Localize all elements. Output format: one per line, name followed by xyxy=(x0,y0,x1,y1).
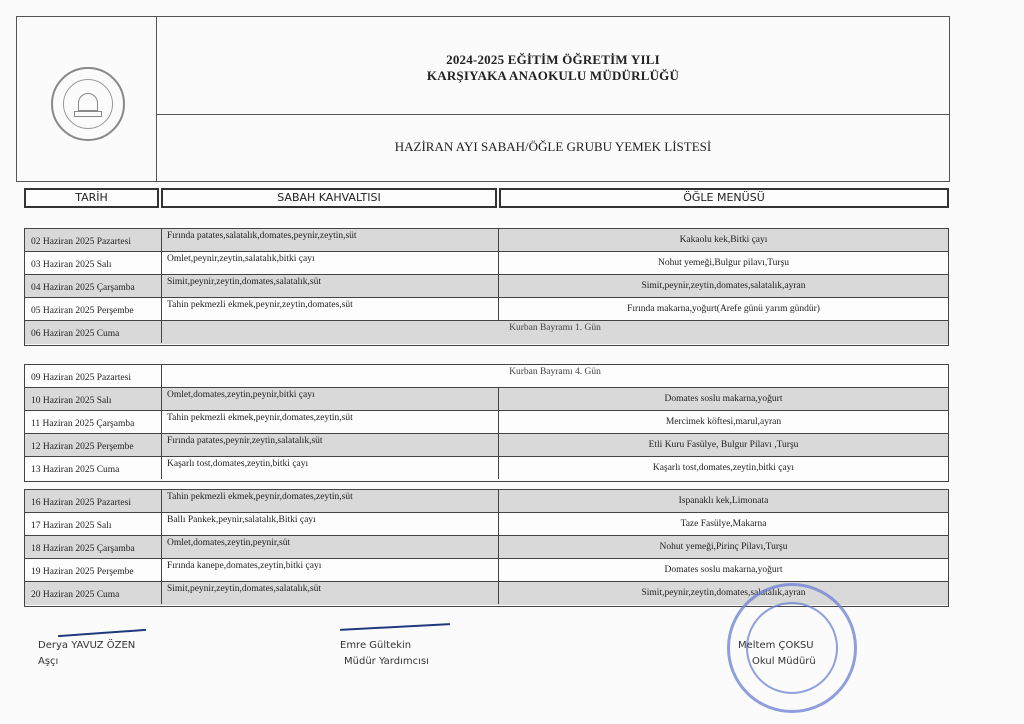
lunch-cell: Taze Fasülye,Makarna xyxy=(680,519,767,529)
cook-signature-icon xyxy=(58,629,146,637)
table-row xyxy=(25,298,948,321)
lunch-cell: Domates soslu makarna,yoğurt xyxy=(664,394,783,404)
breakfast-cell: Fırında patates,peynir,zeytin,salatalık,süt xyxy=(162,434,499,456)
table-row xyxy=(25,457,948,480)
table-row xyxy=(25,275,948,298)
cook-title: Aşçı xyxy=(38,656,59,667)
breakfast-cell: Omlet,domates,zeytin,peynir,süt xyxy=(162,536,499,558)
lunch-cell: Fırında makarna,yoğurt(Arefe günü yarım gündür) xyxy=(627,304,820,314)
breakfast-column-header: SABAH KAHVALTISI xyxy=(161,188,497,208)
title-cell xyxy=(157,17,949,115)
principal-title: Okul Müdürü xyxy=(752,656,816,667)
subtitle-cell xyxy=(157,115,949,181)
date-cell: 20 Haziran 2025 Cuma xyxy=(25,582,162,604)
table-row xyxy=(25,434,948,457)
lunch-cell: Kakaolu kek,Bitki çayı xyxy=(679,235,768,245)
school-name-title: KARŞIYAKA ANAOKULU MÜDÜRLÜĞÜ xyxy=(426,68,680,83)
breakfast-cell: Tahin pekmezli ekmek,peynir,domates,zeytin,süt xyxy=(162,411,499,433)
date-cell: 09 Haziran 2025 Pazartesi xyxy=(25,365,162,387)
deputy-name: Emre Gültekin xyxy=(340,640,412,651)
table-row xyxy=(25,321,948,344)
date-cell: 06 Haziran 2025 Cuma xyxy=(25,321,162,343)
breakfast-cell: Omlet,peynir,zeytin,salatalık,bitki çayı xyxy=(162,252,499,274)
lunch-cell: Simit,peynir,zeytin,domates,salatalık,ayran xyxy=(641,281,806,291)
school-year-title: 2024-2025 EĞİTİM ÖĞRETİM YILI xyxy=(446,52,660,67)
lunch-cell: Etli Kuru Fasülye, Bulgur Pilavı ,Turşu xyxy=(648,440,799,450)
breakfast-cell: Simit,peynir,zeytin,domates,salatalık,süt xyxy=(162,582,499,604)
logo-cell xyxy=(17,17,157,181)
table-row xyxy=(25,490,948,513)
deputy-signature-icon xyxy=(340,623,450,631)
lunch-cell: Domates soslu makarna,yoğurt xyxy=(664,565,783,575)
date-cell: 03 Haziran 2025 Salı xyxy=(25,252,162,274)
date-cell: 16 Haziran 2025 Pazartesi xyxy=(25,490,162,512)
breakfast-cell: Fırında patates,salatalık,domates,peynir,zeytin,süt xyxy=(162,229,499,251)
breakfast-cell: Simit,peynir,zeytin,domates,salatalık,süt xyxy=(162,275,499,297)
table-row xyxy=(25,513,948,536)
holiday-cell: Kurban Bayramı 1. Gün xyxy=(509,323,601,333)
week-1-table xyxy=(24,228,949,346)
date-cell: 02 Haziran 2025 Pazartesi xyxy=(25,229,162,251)
date-cell: 18 Haziran 2025 Çarşamba xyxy=(25,536,162,558)
breakfast-cell: Fırında kanepe,domates,zeytin,bitki çayı xyxy=(162,559,499,581)
date-cell: 13 Haziran 2025 Cuma xyxy=(25,457,162,479)
table-row xyxy=(25,252,948,275)
lunch-cell: Kaşarlı tost,domates,zeytin,bitki çayı xyxy=(652,463,795,473)
breakfast-cell: Tahin pekmezli ekmek,peynir,zeytin,domates,süt xyxy=(162,298,499,320)
lunch-cell: Ispanaklı kek,Limonata xyxy=(678,496,769,506)
table-row xyxy=(25,536,948,559)
breakfast-cell: Ballı Pankek,peynir,salatalık,Bitki çayı xyxy=(162,513,499,535)
lunch-cell: Nohut yemeği,Bulgur pilavı,Turşu xyxy=(657,258,790,268)
date-cell: 17 Haziran 2025 Salı xyxy=(25,513,162,535)
date-cell: 04 Haziran 2025 Çarşamba xyxy=(25,275,162,297)
principal-name: Meltem ÇOKSU xyxy=(738,640,814,651)
menu-list-title: HAZİRAN AYI SABAH/ÖĞLE GRUBU YEMEK LİSTESİ xyxy=(394,139,712,154)
lunch-cell: Simit,peynir,zeytin,domates,salatalık,ayran xyxy=(641,588,806,598)
breakfast-cell: Tahin pekmezli ekmek,peynir,domates,zeytin,süt xyxy=(162,490,499,512)
table-row xyxy=(25,559,948,582)
breakfast-cell: Omlet,domates,zeytin,peynir,bitki çayı xyxy=(162,388,499,410)
ministry-logo-icon xyxy=(51,67,125,141)
table-row xyxy=(25,411,948,434)
date-cell: 19 Haziran 2025 Perşembe xyxy=(25,559,162,581)
date-cell: 10 Haziran 2025 Salı xyxy=(25,388,162,410)
cook-name: Derya YAVUZ ÖZEN xyxy=(38,640,136,651)
table-row xyxy=(25,229,948,252)
lunch-cell: Mercimek köftesi,marul,ayran xyxy=(665,417,782,427)
table-row xyxy=(25,388,948,411)
deputy-title: Müdür Yardımcısı xyxy=(344,656,429,667)
lunch-cell: Nohut yemeği,Pirinç Pilavı,Turşu xyxy=(659,542,788,552)
breakfast-cell: Kaşarlı tost,domates,zeytin,bitki çayı xyxy=(162,457,499,479)
table-row xyxy=(25,365,948,388)
document-header xyxy=(16,16,950,182)
date-cell: 11 Haziran 2025 Çarşamba xyxy=(25,411,162,433)
date-column-header: TARİH xyxy=(24,188,159,208)
date-cell: 05 Haziran 2025 Perşembe xyxy=(25,298,162,320)
date-cell: 12 Haziran 2025 Perşembe xyxy=(25,434,162,456)
week-2-table xyxy=(24,364,949,482)
holiday-cell: Kurban Bayramı 4. Gün xyxy=(509,367,601,377)
lunch-column-header: ÖĞLE MENÜSÜ xyxy=(499,188,949,208)
